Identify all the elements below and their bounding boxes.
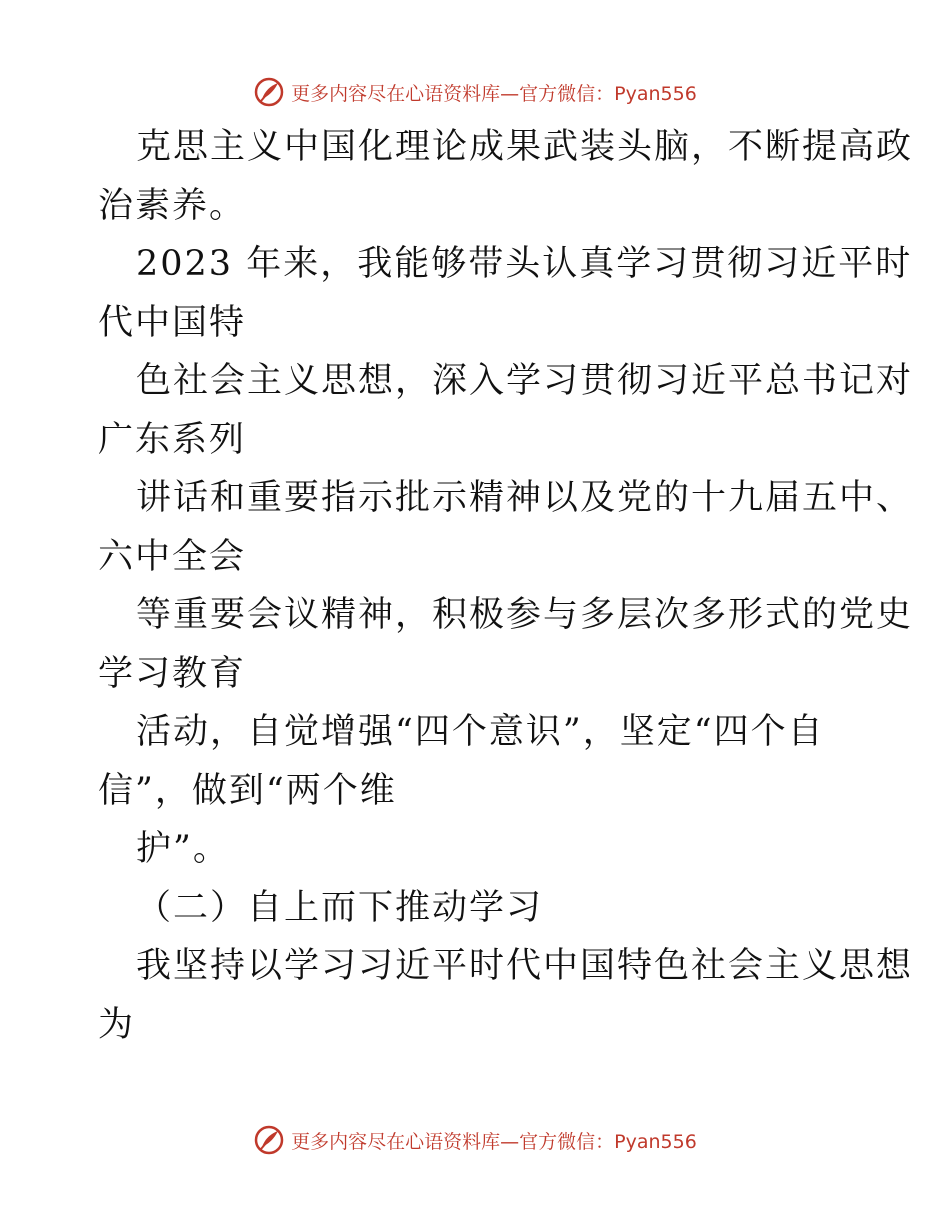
text-line: 六中全会 <box>98 536 247 577</box>
text-line: （二）自上而下推动学习 <box>136 887 544 928</box>
watermark-text: 更多内容尽在心语资料库—官方微信：Pyan556 <box>291 1130 697 1153</box>
text-line: 代中国特 <box>98 302 247 343</box>
text-line: 克思主义中国化理论成果武装头脑，不断提高政 <box>136 127 914 167</box>
text-line: 讲话和重要指示批示精神以及党的十九届五中、 <box>136 478 914 518</box>
text-line: 我坚持以学习习近平时代中国特色社会主义思想 <box>136 946 914 986</box>
header-watermark <box>0 72 950 112</box>
watermark-text: 更多内容尽在心语资料库—官方微信：Pyan556 <box>291 82 697 105</box>
text-line: 学习教育 <box>98 653 247 694</box>
footer-watermark <box>0 1120 950 1160</box>
text-line: 广东系列 <box>98 419 247 460</box>
text-line: 为 <box>98 1004 136 1045</box>
text-line: 信”，做到“两个维 <box>98 770 397 811</box>
document-body <box>98 118 914 1054</box>
text-line: 2023 年来，我能够带头认真学习贯彻习近平时 <box>136 244 913 284</box>
text-line: 活动，自觉增强“四个意识”，坚定“四个自 <box>136 712 825 752</box>
quill-logo-icon <box>253 76 285 108</box>
text-line: 色社会主义思想，深入学习贯彻习近平总书记对 <box>136 361 914 401</box>
text-line: 等重要会议精神，积极参与多层次多形式的党史 <box>136 595 914 635</box>
quill-logo-icon <box>253 1124 285 1156</box>
text-line: 治素养。 <box>98 185 247 226</box>
text-line: 护”。 <box>136 829 230 869</box>
